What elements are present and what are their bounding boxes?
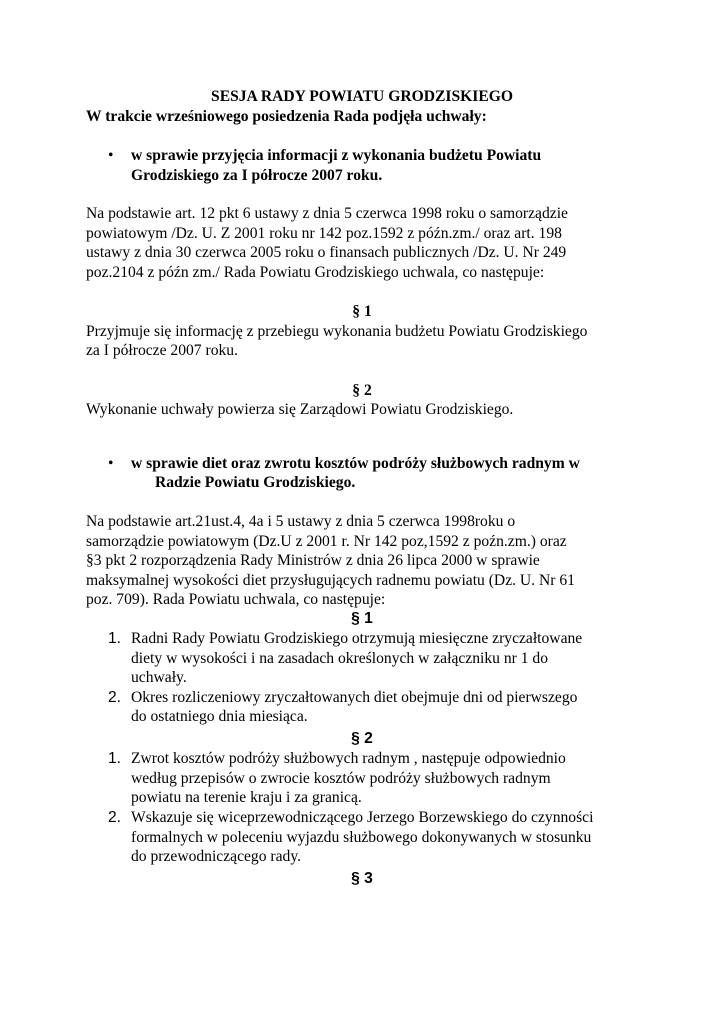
- resolution2-basis-line: poz. 709). Rada Powiatu uchwala, co następuje:: [86, 591, 386, 608]
- resolution2-title-line: w sprawie diet oraz zwrotu kosztów podróży służbowych radnym w: [131, 455, 580, 472]
- document-subtitle: W trakcie wrześniowego posiedzenia Rada podjęła uchwały:: [86, 108, 487, 125]
- resolution1-basis-line: ustawy z dnia 30 czerwca 2005 roku o finansach publicznych /Dz. U. Nr 249: [86, 244, 567, 261]
- resolution2-title-line: Radzie Powiatu Grodziskiego.: [155, 474, 356, 491]
- list-item-line: Zwrot kosztów podróży służbowych radnym , następuje odpowiednio: [131, 750, 566, 767]
- list-number: 2.: [108, 809, 122, 826]
- resolution1-basis-line: powiatowym /Dz. U. Z 2001 roku nr 142 poz.1592 z późn.zm./ oraz art. 198: [86, 225, 562, 242]
- resolution2-basis-line: §3 pkt 2 rozporządzenia Rady Ministrów z dnia 26 lipca 2000 w sprawie: [86, 552, 540, 569]
- resolution1-basis-line: poz.2104 z późn zm./ Rada Powiatu Grodziskiego uchwala, co następuje:: [86, 264, 545, 281]
- section-text-line: za I półrocze 2007 roku.: [86, 342, 238, 359]
- list-item-line: Radni Rady Powiatu Grodziskiego otrzymują miesięczne zryczałtowane: [131, 630, 583, 647]
- list-number: 1.: [108, 750, 122, 767]
- resolution2-basis-line: Na podstawie art.21ust.4, 4a i 5 ustawy z dnia 5 czerwca 1998roku o: [86, 513, 516, 530]
- list-item-line: do ostatniego dnia miesiąca.: [131, 708, 308, 725]
- resolution2-basis-line: samorządzie powiatowym (Dz.U z 2001 r. Nr 142 poz,1592 z poźn.zm.) oraz: [86, 533, 567, 550]
- resolution2-basis-line: maksymalnej wysokości diet przysługujących radnemu powiatu (Dz. U. Nr 61: [86, 572, 575, 589]
- resolution1-basis-line: Na podstawie art. 12 pkt 6 ustawy z dnia 5 czerwca 1998 roku o samorządzie: [86, 205, 568, 222]
- list-item-line: Wskazuje się wiceprzewodniczącego Jerzego Borzewskiego do czynności: [131, 809, 594, 826]
- bullet: •: [108, 147, 114, 164]
- document-title: SESJA RADY POWIATU GRODZISKIEGO: [211, 88, 513, 105]
- list-item-line: według przepisów o zwrocie kosztów podróży służbowych radnym: [131, 770, 551, 787]
- section-text-line: Wykonanie uchwały powierza się Zarządowi Powiatu Grodziskiego.: [86, 401, 514, 418]
- section-text-line: Przyjmuje się informację z przebiegu wykonania budżetu Powiatu Grodziskiego: [86, 323, 588, 340]
- section-heading: § 1: [351, 610, 373, 627]
- resolution1-title-line: w sprawie przyjęcia informacji z wykonania budżetu Powiatu: [131, 147, 542, 164]
- list-number: 2.: [108, 689, 122, 706]
- section-heading: § 2: [351, 730, 373, 747]
- list-number: 1.: [108, 630, 122, 647]
- section-heading: § 3: [351, 870, 373, 887]
- list-item-line: diety w wysokości i na zasadach określonych w załączniku nr 1 do: [131, 650, 549, 667]
- list-item-line: Okres rozliczeniowy zryczałtowanych diet obejmuje dni od pierwszego: [131, 689, 578, 706]
- resolution1-title-line: Grodziskiego za I półrocze 2007 roku.: [131, 167, 383, 184]
- list-item-line: uchwały.: [131, 669, 187, 686]
- section-heading: § 2: [352, 382, 372, 399]
- list-item-line: powiatu na terenie kraju i za granicą.: [131, 789, 362, 806]
- bullet: •: [108, 455, 114, 472]
- list-item-line: do przewodniczącego rady.: [131, 848, 302, 865]
- section-heading: § 1: [352, 303, 372, 320]
- list-item-line: formalnych w poleceniu wyjazdu służbowego dokonywanych w stosunku: [131, 829, 592, 846]
